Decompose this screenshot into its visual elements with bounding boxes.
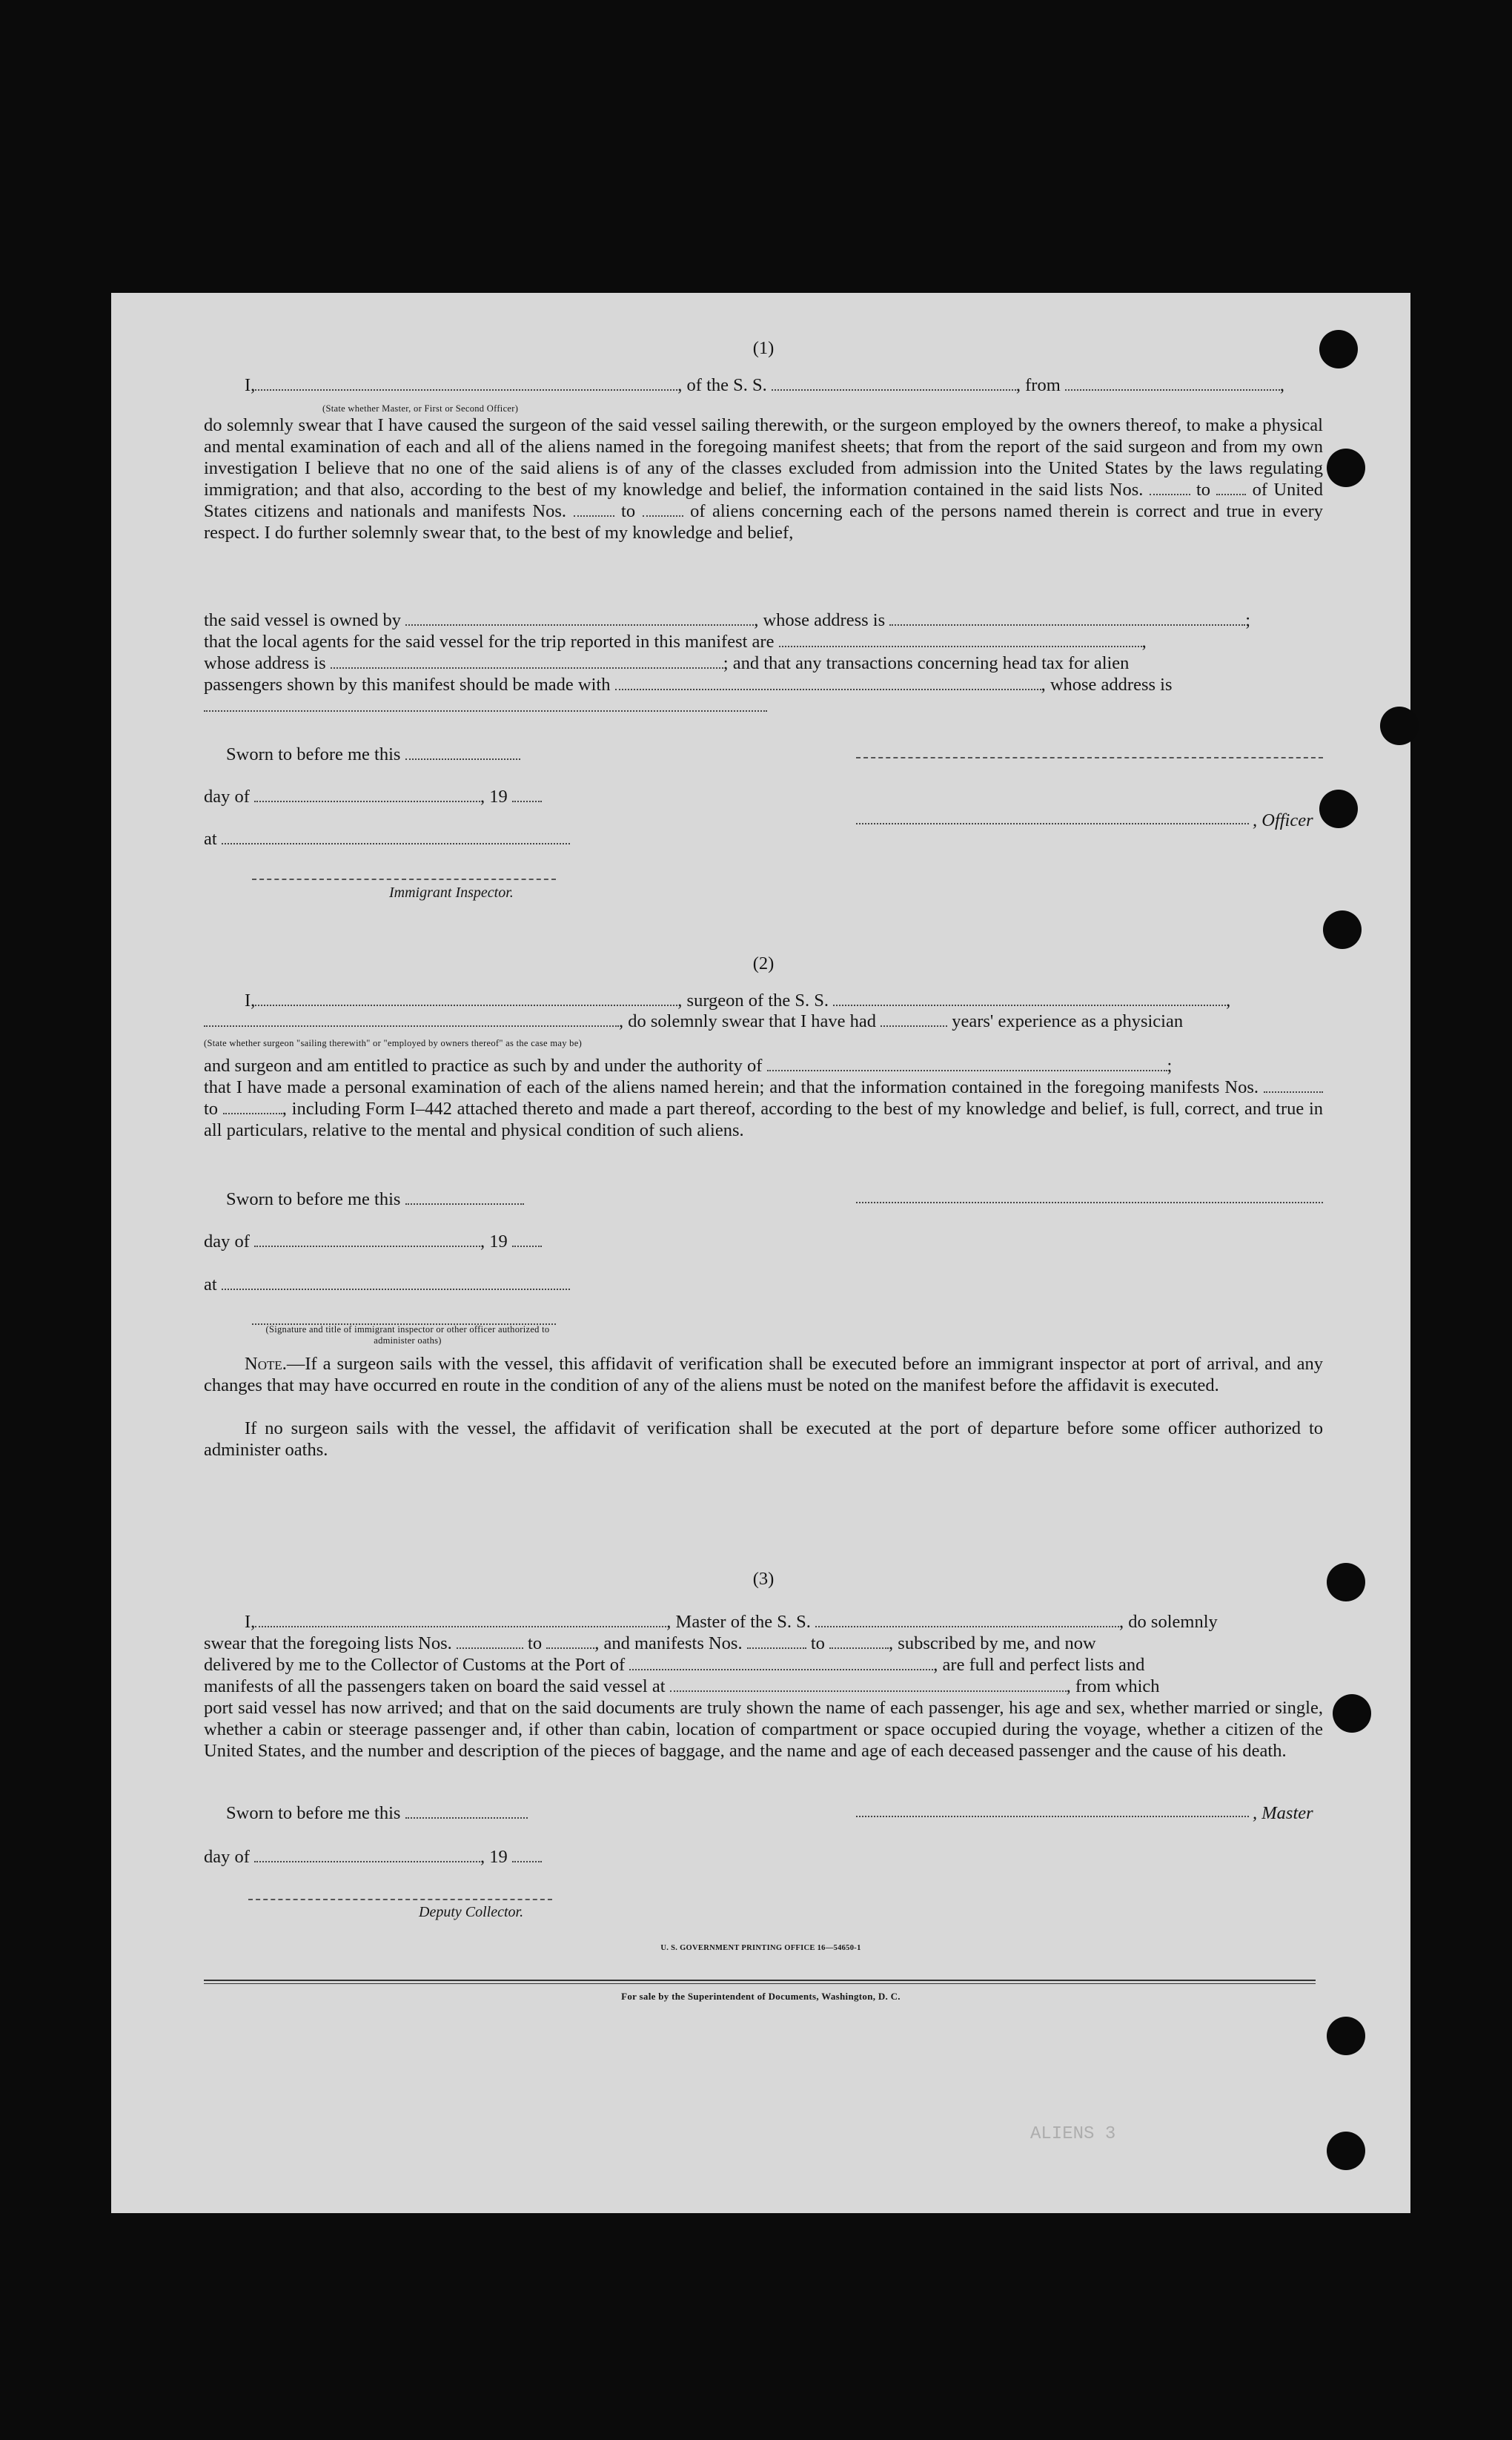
vessel-name-field[interactable] — [772, 376, 1016, 391]
owner-line: the said vessel is owned by , whose address is ; — [204, 610, 1251, 630]
authority-field[interactable] — [767, 1057, 1167, 1071]
day-of-field[interactable] — [254, 1232, 480, 1247]
punch-hole-7 — [1333, 1694, 1371, 1733]
punch-hole-6 — [1327, 1563, 1365, 1601]
bottom-stamp: ALIENS 3 — [1030, 2124, 1116, 2144]
punch-hole-2 — [1327, 449, 1365, 487]
year-field[interactable] — [512, 1232, 542, 1247]
day-of-line: day of , 19 — [204, 1846, 1323, 1868]
section-1-paragraph: do solemnly swear that I have caused the surgeon of the said vessel sailing therewith, or the surgeon employed by the owners thereof, to make a physical and mental examination of each and all of the aliens named in the foregoing manifest sheets; that from the report of the said surgeon and from my own investigation I believe that no one of the said aliens is of any of the classes excluded from admission into the United States by the laws regulating immigration; and that also, according to the best of my knowledge and belief, the information contained in the said lists Nos. to of United States citizens and nationals and manifests Nos. to of aliens concerning each of the persons named therein is correct and true in every respect. I do further solemnly swear that, to the best of my knowledge and belief, — [204, 415, 1324, 543]
owner-address-field[interactable] — [889, 611, 1245, 626]
manifests-from-field[interactable] — [574, 502, 614, 517]
authority-line: and surgeon and am entitled to practice as such by and under the authority of ; — [204, 1056, 1173, 1076]
at-line: at — [204, 828, 1323, 850]
surgeon-manifests-from-field[interactable] — [1264, 1078, 1323, 1093]
embark-port-field[interactable] — [670, 1677, 1067, 1692]
punch-hole-1 — [1319, 330, 1358, 368]
master-line: I, , Master of the S. S. , do solemnly — [245, 1612, 1218, 1632]
sale-notice: For sale by the Superintendent of Documents, Washington, D. C. — [621, 1991, 901, 2002]
sworn-day-field[interactable] — [405, 1190, 524, 1205]
surgeon-line: I, , surgeon of the S. S. , — [245, 991, 1231, 1011]
note-paragraph: Note.—If a surgeon sails with the vessel, this affidavit of verification shall be executed before an immigrant inspector at port of arrival, and any changes that may have occurred en route in the condition of any of the aliens must be noted on the manifest before the affidavit is executed. — [204, 1354, 1323, 1395]
years-field[interactable] — [881, 1012, 947, 1027]
section-number: (2) — [752, 953, 775, 973]
sworn-line: Sworn to before me this — [204, 1188, 1323, 1210]
day-of-line: day of , 19 — [204, 1231, 1323, 1252]
at-line: at — [204, 1274, 1323, 1295]
agents-line: that the local agents for the said vessel for the trip reported in this manifest are , — [204, 632, 1147, 652]
section-2 — [204, 953, 1323, 1516]
day-of-line: day of , 19 — [204, 786, 1323, 807]
master-manifests-to-field[interactable] — [829, 1634, 889, 1649]
master-lists-from-field[interactable] — [457, 1634, 523, 1649]
officer-name-line[interactable] — [856, 810, 1249, 824]
surgeon-note: (State whether surgeon "sailing therewith" or "employed by owners thereof" as the case may be) — [204, 1038, 583, 1048]
head-tax-address-field[interactable] — [204, 697, 767, 712]
lists-line: swear that the foregoing lists Nos. to , and manifests Nos. to , subscribed by me, and now — [204, 1633, 1096, 1653]
manifests-to-field[interactable] — [643, 502, 683, 517]
master-lists-to-field[interactable] — [546, 1634, 594, 1649]
surgeon-status-line: , do solemnly swear that I have had years' experience as a physician — [204, 1011, 1323, 1032]
authorized-signature-line[interactable] — [252, 1310, 556, 1325]
punch-hole-5 — [1323, 910, 1362, 949]
collector-line: delivered by me to the Collector of Customs at the Port of , are full and perfect lists and — [204, 1655, 1145, 1675]
surgeon-signature-line[interactable] — [856, 1188, 1323, 1203]
punch-hole-9 — [1327, 2132, 1365, 2170]
officer-line: I, , of the S. S. , from , — [245, 375, 1285, 395]
agents-address-field[interactable] — [331, 654, 723, 669]
year-field[interactable] — [512, 1848, 542, 1862]
head-tax-party-field[interactable] — [615, 675, 1041, 690]
agents-field[interactable] — [779, 632, 1142, 647]
punch-hole-8 — [1327, 2017, 1365, 2055]
day-of-field[interactable] — [254, 787, 480, 802]
inspector-signature-line[interactable] — [252, 865, 556, 880]
deputy-signature-line[interactable] — [248, 1885, 552, 1900]
section-number: (1) — [752, 338, 775, 358]
master-label: , Master — [1253, 1803, 1313, 1823]
master-signature-line[interactable] — [856, 1802, 1249, 1817]
lists-from-field[interactable] — [1150, 480, 1190, 495]
at-place-field[interactable] — [222, 830, 570, 844]
surgeon-manifests-to-field[interactable] — [223, 1100, 282, 1114]
from-port-field[interactable] — [1065, 376, 1280, 391]
deputy-label: Deputy Collector. — [419, 1904, 524, 1920]
section-2-paragraph: that I have made a personal examination of each of the aliens named herein; and that the information contained in the foregoing manifests Nos. to , including Form I–442 attached thereto and made a part thereof, according to the best of my knowledge and belief, is full, correct, and true in all particulars, relative to the mental and physical condition of such aliens. — [204, 1077, 1324, 1140]
day-of-field[interactable] — [254, 1848, 480, 1862]
form-page — [111, 293, 1410, 2213]
inspector-label: Immigrant Inspector. — [389, 885, 514, 901]
punch-hole-3 — [1380, 707, 1419, 745]
surgeon-vessel-field[interactable] — [833, 991, 1226, 1006]
master-vessel-field[interactable] — [815, 1613, 1119, 1627]
officer-note: (State whether Master, or First or Second Officer) — [322, 403, 519, 414]
master-manifests-from-field[interactable] — [747, 1634, 806, 1649]
agents-address-line: whose address is ; and that any transactions concerning head tax for alien — [204, 653, 1130, 673]
year-field[interactable] — [512, 787, 542, 802]
taken-on-line: manifests of all the passengers taken on board the said vessel at , from which — [204, 1676, 1160, 1696]
section-3-paragraph: port said vessel has now arrived; and that on the said documents are truly shown the name of each passenger, his age and sex, whether married or single, whether a cabin or steerage passenger and, if other than cabin, location of compartment or space occupied during the voyage, whether a citizen of the United States, and the number and description of the pieces of baggage, and the name and age of each deceased passenger and the cause of his death. — [204, 1698, 1323, 1761]
port-field[interactable] — [629, 1656, 933, 1670]
officer-signature-line[interactable] — [856, 744, 1323, 758]
sworn-day-field[interactable] — [405, 1804, 528, 1819]
sworn-line: Sworn to before me this , Master — [226, 1803, 1313, 1823]
surgeon-status-field[interactable] — [204, 1012, 619, 1027]
footer-rule — [204, 1980, 1316, 1981]
note-paragraph-2: If no surgeon sails with the vessel, the affidavit of verification shall be executed at the port of departure before some officer authorized to administer oaths. — [204, 1418, 1323, 1460]
footer-rule-2 — [204, 1983, 1316, 1984]
lists-to-field[interactable] — [1216, 480, 1246, 495]
owner-field[interactable] — [405, 611, 754, 626]
surgeon-name-field[interactable] — [255, 991, 677, 1006]
section-3 — [204, 1568, 1323, 2028]
sworn-line: Sworn to before me this — [204, 744, 1323, 765]
head-tax-line: passengers shown by this manifest should be made with , whose address is — [204, 675, 1173, 695]
at-place-field[interactable] — [222, 1275, 570, 1290]
punch-hole-4 — [1319, 790, 1358, 828]
sworn-day-field[interactable] — [405, 745, 520, 760]
master-name-field[interactable] — [255, 1613, 666, 1627]
officer-name-field[interactable] — [255, 376, 677, 391]
signature-note: (Signature and title of immigrant inspector or other officer authorized to administer oaths) — [265, 1324, 550, 1346]
gpo-imprint: U. S. GOVERNMENT PRINTING OFFICE 16—54650-1 — [660, 1944, 861, 1952]
section-number: (3) — [752, 1569, 775, 1589]
officer-label: , Officer — [1253, 810, 1313, 830]
